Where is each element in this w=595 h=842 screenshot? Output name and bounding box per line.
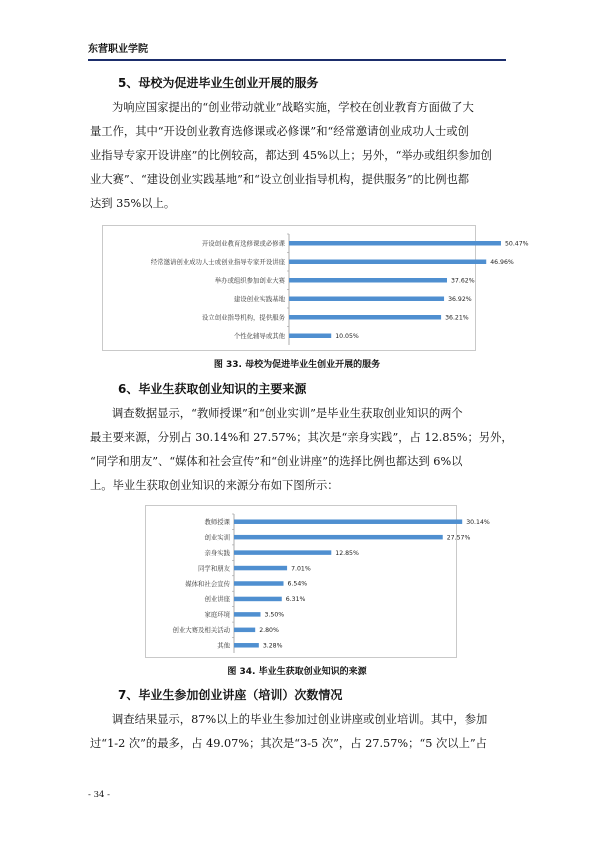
chart-bar <box>289 241 501 246</box>
chart-value-label: 27.57% <box>446 534 471 542</box>
chart-34-frame <box>145 505 490 658</box>
section-5-heading: 5、母校为促进毕业生创业开展的服务 <box>118 76 319 90</box>
chart-category-label: 设立创业指导机构，提供服务 <box>201 313 285 322</box>
paragraph-line: 上。毕业生获取创业知识的来源分布如下图所示： <box>90 479 339 492</box>
chart-bar <box>234 628 255 633</box>
chart-category-label: 教师授课 <box>204 518 230 527</box>
chart-value-label: 3.28% <box>262 642 283 650</box>
document-header: 东营职业学院 <box>88 44 148 55</box>
chart-category-label: 亲身实践 <box>204 548 230 557</box>
chart-value-label: 6.54% <box>287 580 308 588</box>
section-5-paragraph <box>90 96 504 216</box>
section-7-heading: 7、毕业生参加创业讲座（培训）次数情况 <box>118 688 343 702</box>
chart-category-label: 同学和朋友 <box>198 564 230 573</box>
paragraph-line: 量工作，其中“开设创业教育选修课或必修课”和“经常邀请创业成功人士或创 <box>90 125 469 138</box>
chart-category-label: 经常邀请创业成功人士或创业指导专家开设讲座 <box>150 258 285 267</box>
paragraph-line: 调查数据显示，“教师授课”和“创业实训”是毕业生获取创业知识的两个 <box>112 407 463 420</box>
chart-bar <box>234 519 462 524</box>
chart-category-label: 建设创业实践基地 <box>233 295 285 304</box>
chart-bar <box>234 550 331 555</box>
chart-value-label: 36.92% <box>448 295 472 303</box>
chart-value-label: 12.85% <box>335 549 359 557</box>
paragraph-line: 为响应国家提出的“创业带动就业”战略实施，学校在创业教育方面做了大 <box>112 101 474 114</box>
chart-category-label: 创业讲座 <box>204 595 230 604</box>
chart-value-label: 6.31% <box>285 596 306 604</box>
chart-33 <box>103 226 529 350</box>
header-rule <box>88 59 506 61</box>
chart-value-label: 50.47% <box>504 240 529 248</box>
chart-category-label: 个性化辅导或其他 <box>233 332 285 341</box>
chart-category-label: 创业大赛及相关活动 <box>172 626 230 635</box>
section-7-paragraph <box>90 708 504 756</box>
paragraph-line: “同学和朋友”、“媒体和社会宣传”和“创业讲座”的选择比例也都达到 6%以 <box>90 455 463 468</box>
chart-value-label: 46.96% <box>490 258 514 266</box>
chart-value-label: 36.21% <box>445 314 469 322</box>
paragraph-line: 业指导专家开设讲座”的比例较高，都达到 45%以上；另外，“举办或组织参加创 <box>90 149 492 162</box>
chart-bar <box>234 643 259 648</box>
chart-bar <box>289 334 331 339</box>
paragraph-line: 最主要来源，分别占 30.14%和 27.57%；其次是“亲身实践”，占 12.85%；另外， <box>90 431 513 444</box>
section-6-paragraph <box>90 402 513 498</box>
paragraph-line: 调查结果显示，87%以上的毕业生参加过创业讲座或创业培训。其中，参加 <box>112 713 488 726</box>
chart-bar <box>234 581 284 586</box>
chart-bar <box>234 597 282 602</box>
chart-value-label: 30.14% <box>466 518 490 526</box>
chart-value-label: 10.05% <box>335 332 359 340</box>
chart-bar <box>234 612 261 617</box>
chart-category-label: 其他 <box>217 641 230 650</box>
paragraph-line: 业大赛”、“建设创业实践基地”和“设立创业指导机构，提供服务”的比例也都 <box>90 173 470 186</box>
paragraph-line: 达到 35%以上。 <box>90 197 176 210</box>
paragraph-line: 过“1-2 次”的最多，占 49.07%；其次是“3-5 次”，占 27.57%；“5 次以上”占 <box>90 737 487 750</box>
section-6-heading: 6、毕业生获取创业知识的主要来源 <box>118 382 307 396</box>
page-number: - 34 - <box>88 790 110 800</box>
chart-bar <box>289 297 444 302</box>
chart-category-label: 家庭环境 <box>204 610 230 619</box>
chart-category-label: 开设创业教育选修课或必修课 <box>201 239 285 248</box>
chart-category-label: 创业实训 <box>204 533 230 542</box>
chart-value-label: 7.01% <box>291 565 311 573</box>
chart-category-label: 媒体和社会宣传 <box>185 579 230 588</box>
chart-bar <box>289 260 486 265</box>
chart-34-caption: 图 34. 毕业生获取创业知识的来源 <box>227 667 367 677</box>
chart-bar <box>289 278 447 283</box>
chart-34 <box>146 506 490 657</box>
chart-value-label: 2.80% <box>259 627 279 635</box>
chart-value-label: 37.62% <box>451 277 475 285</box>
chart-33-frame <box>102 225 529 351</box>
chart-bar <box>234 535 443 540</box>
chart-bar <box>289 315 441 320</box>
chart-bar <box>234 566 287 571</box>
chart-category-label: 举办或组织参加创业大赛 <box>214 276 285 285</box>
chart-33-caption: 图 33. 母校为促进毕业生创业开展的服务 <box>213 360 381 370</box>
chart-value-label: 3.50% <box>264 611 285 619</box>
